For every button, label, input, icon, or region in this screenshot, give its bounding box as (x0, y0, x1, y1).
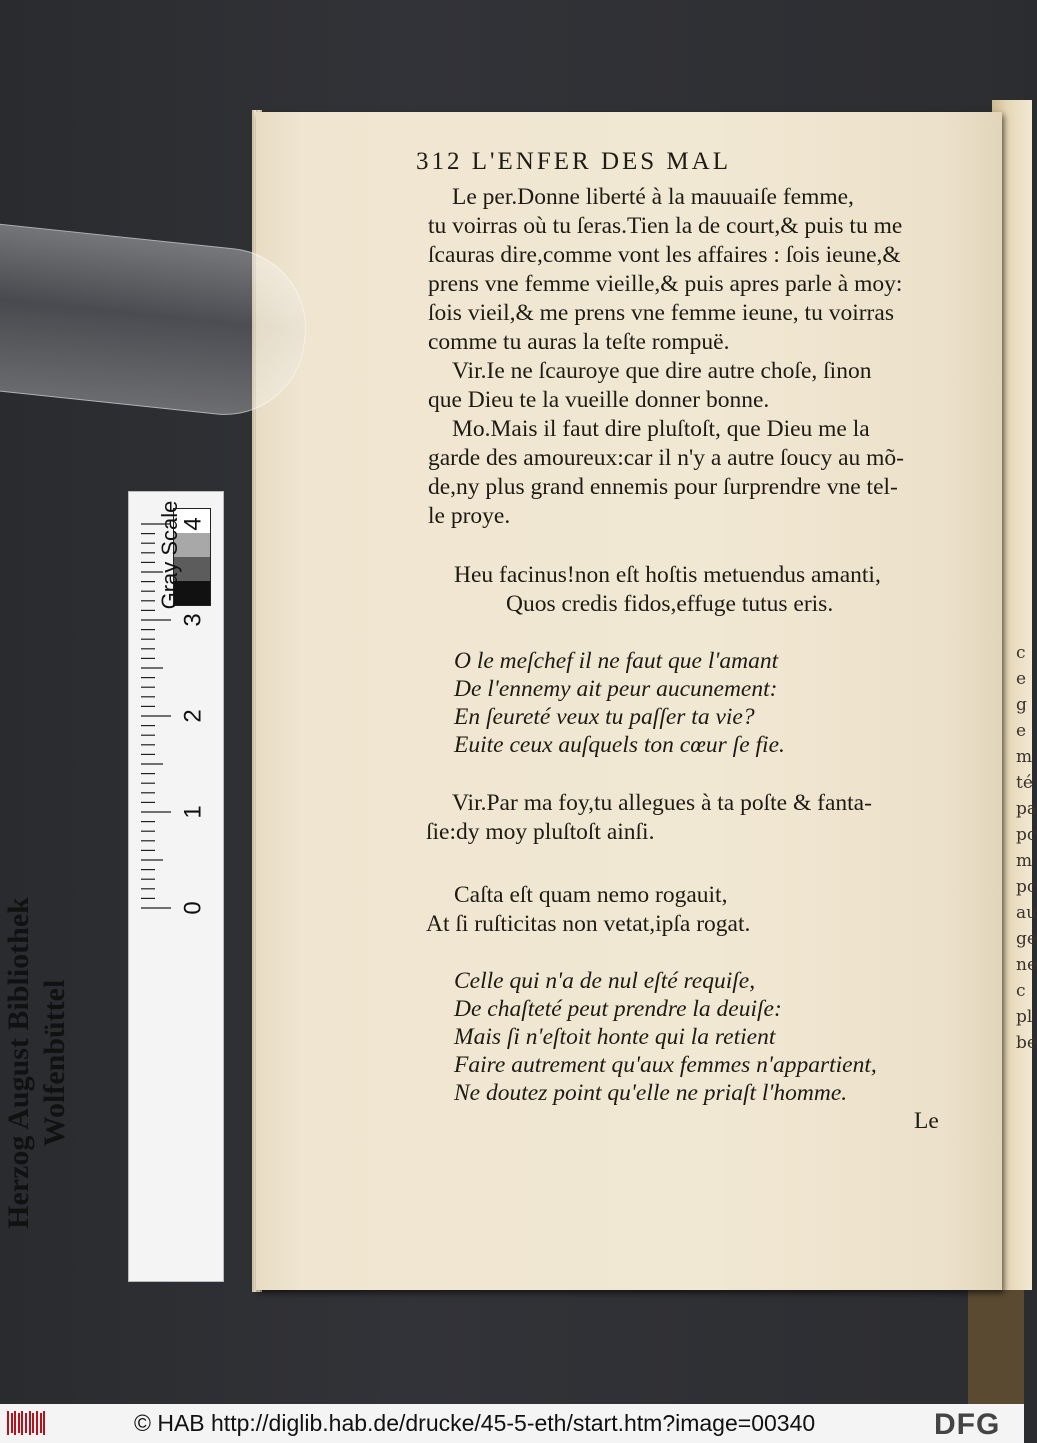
logo-bar (14, 1411, 16, 1435)
french-verse-line: O le meſchef il ne faut que l'amant (454, 648, 779, 674)
prose-line: Le per.Donne liberté à la mauuaiſe femme, (452, 184, 854, 210)
french-verse-line: En ſeureté veux tu paſſer ta vie? (454, 704, 755, 730)
french-verse-line: De chaſteté peut prendre la deuiſe: (454, 996, 782, 1022)
ruler-ticks (129, 492, 223, 1281)
french-verse-line: Faire autrement qu'aux femmes n'appartient, (454, 1052, 877, 1078)
facing-page-glyph: ne (1016, 955, 1037, 975)
logo-bar (11, 1413, 13, 1433)
logo-bar (36, 1411, 38, 1435)
facing-page-glyph: pa (1016, 799, 1037, 819)
facing-page-glyph: pl (1016, 1007, 1033, 1027)
facing-page-glyph: e (1016, 669, 1027, 689)
catchword: Le (914, 1108, 939, 1134)
prose-line: prens vne femme vieille,& puis apres parle à moy: (428, 271, 903, 297)
latin-verse-line: Quos credis fidos,effuge tutus eris. (506, 591, 834, 617)
institution-name (1, 853, 73, 1273)
french-verse-line: Ne doutez point qu'elle ne priaſt l'homme. (454, 1080, 848, 1106)
ruler-number: 2 (179, 709, 207, 723)
facing-page-glyph: m (1016, 851, 1033, 871)
prose-line: ſois vieil,& me prens vne femme ieune, tu voirras (428, 300, 894, 326)
logo-bar (25, 1413, 27, 1433)
running-head: 312 L'ENFER DES MAL (416, 148, 731, 175)
ruler-number: 4 (179, 517, 207, 531)
ruler-number: 3 (179, 613, 207, 627)
prose-line: Vir.Par ma foy,tu allegues à ta poſte & fanta- (452, 790, 872, 816)
prose-line: tu voirras où tu ſeras.Tien la de court,& puis tu me (428, 213, 903, 239)
french-verse-line: Celle qui n'a de nul eſté requiſe, (454, 968, 756, 994)
facing-page-glyph: au (1016, 903, 1037, 923)
french-verse-line: Mais ſi n'eſtoit honte qui la retient (454, 1024, 776, 1050)
logo-bar (40, 1413, 42, 1433)
institution-line-2: Wolfenbüttel (38, 979, 71, 1147)
facing-page-glyph: té (1016, 773, 1033, 793)
logo-bar (7, 1411, 9, 1435)
logo-bar (32, 1413, 34, 1433)
prose-line: le proye. (428, 503, 511, 529)
prose-line: de,ny plus grand ennemis pour ſurprendre vne tel- (428, 474, 898, 500)
footer-bar (0, 1404, 1024, 1443)
prose-line: ſie:dy moy pluſtoſt ainſi. (426, 819, 655, 845)
logo-bar (43, 1411, 45, 1435)
institution-line-1: Herzog August Bibliothek (2, 897, 35, 1229)
logo-bar (29, 1411, 31, 1435)
latin-verse-line: Heu facinus!non eſt hoſtis metuendus amanti, (454, 562, 881, 588)
dfg-logo: DFG (934, 1408, 1001, 1441)
logo-bar (21, 1411, 23, 1435)
logo-bar (18, 1413, 20, 1433)
facing-page-glyph: pc (1016, 825, 1037, 845)
facing-page-glyph: c (1016, 643, 1026, 663)
ruler-number: 1 (179, 805, 207, 819)
prose-line: Vir.Ie ne ſcauroye que dire autre choſe, ſinon (452, 358, 872, 384)
facing-page-glyph: ge (1016, 929, 1037, 949)
prose-line: Mo.Mais il faut dire pluſtoſt, que Dieu me la (452, 416, 870, 442)
facing-page-glyph: g (1016, 695, 1027, 715)
facing-page-glyph: e (1016, 721, 1027, 741)
facing-page-glyph: be (1016, 1033, 1037, 1053)
ruler-number: 0 (179, 901, 207, 915)
prose-line: que Dieu te la vueille donner bonne. (428, 387, 770, 413)
latin-verse-line: At ſi ruſticitas non vetat,ipſa rogat. (426, 911, 751, 937)
hab-barcode-logo (6, 1409, 48, 1437)
prose-line: garde des amoureux:car il n'y a autre ſoucy au mõ- (428, 445, 905, 471)
book-binding (968, 1290, 1024, 1404)
gray-scale-label: Gray Scale (157, 500, 182, 610)
latin-verse-line: Caſta eſt quam nemo rogauit, (454, 882, 728, 908)
book-page (256, 112, 1002, 1290)
facing-page-fragments (1016, 640, 1037, 1056)
facing-page-glyph: m (1016, 747, 1033, 767)
gray-scale-ruler (2, 491, 224, 1282)
facing-page-glyph: pc (1016, 877, 1037, 897)
french-verse-line: Euite ceux auſquels ton cœur ſe fie. (454, 732, 785, 758)
prose-line: ſcauras dire,comme vont les affaires : ſois ieune,& (428, 242, 901, 268)
facing-page-glyph: c (1016, 981, 1026, 1001)
french-verse-line: De l'ennemy ait peur aucunement: (454, 676, 778, 702)
prose-line: comme tu auras la teſte rompuë. (428, 329, 730, 355)
footer-url[interactable]: © HAB http://diglib.hab.de/drucke/45-5-eth/start.htm?image=00340 (134, 1410, 816, 1436)
